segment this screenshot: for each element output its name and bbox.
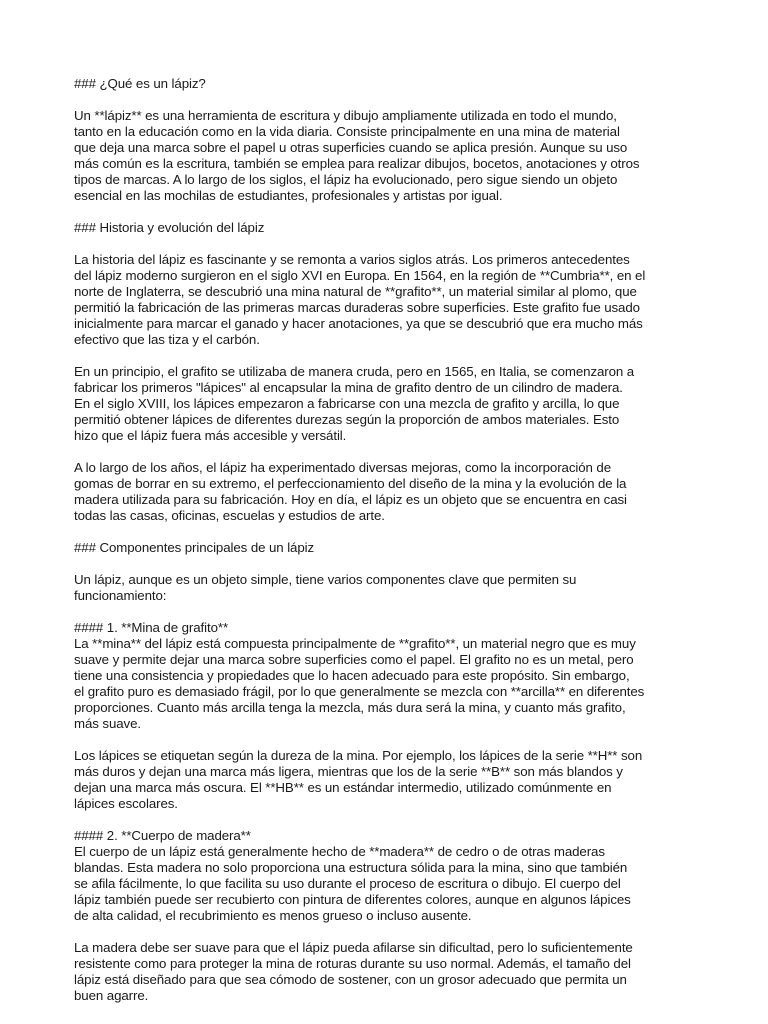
section-heading-que-es <box>74 76 702 92</box>
text-line: que deja una marca sobre el papel u otras superficies cuando se aplica presión. Aunque su uso <box>74 140 628 155</box>
text-line: ### Historia y evolución del lápiz <box>74 220 265 235</box>
text-line: resistente como para proteger la mina de roturas durante su uso normal. Además, el tamaño del <box>74 956 631 971</box>
text-line: funcionamiento: <box>74 588 167 603</box>
text-line: efectivo que las tiza y el carbón. <box>74 332 260 347</box>
text-line: lápiz también puede ser recubierto con pintura de diferentes colores, aunque en algunos lápices <box>74 892 631 907</box>
text-line: dejan una marca más oscura. El **HB** es un estándar intermedio, utilizado comúnmente en <box>74 780 612 795</box>
text-line: esencial en las mochilas de estudiantes, profesionales y artistas por igual. <box>74 188 503 203</box>
text-line: buen agarre. <box>74 988 149 1003</box>
subsection-mina-de-grafito <box>74 620 702 732</box>
text-line: Un lápiz, aunque es un objeto simple, tiene varios componentes clave que permiten su <box>74 572 577 587</box>
subsection-heading: #### 1. **Mina de grafito** <box>74 620 229 635</box>
text-line: La madera debe ser suave para que el lápiz pueda afilarse sin dificultad, pero lo suficientemente <box>74 940 633 955</box>
paragraph-historia-3 <box>74 460 702 524</box>
text-line: permitió obtener lápices de diferentes durezas según la proporción de ambos materiales. Esto <box>74 412 620 427</box>
text-line: En un principio, el grafito se utilizaba de manera cruda, pero en 1565, en Italia, se comenzaron a <box>74 364 635 379</box>
paragraph-historia-2 <box>74 364 702 444</box>
paragraph-dureza <box>74 748 702 812</box>
text-line: lápiz está diseñado para que sea cómodo de sostener, con un grosor adecuado que permita un <box>74 972 627 987</box>
text-line: de alta calidad, el recubrimiento es menos grueso o incluso ausente. <box>74 908 472 923</box>
subsection-cuerpo-de-madera <box>74 828 702 924</box>
text-line: ### Componentes principales de un lápiz <box>74 540 315 555</box>
text-line: La historia del lápiz es fascinante y se remonta a varios siglos atrás. Los primeros antecedentes <box>74 252 630 267</box>
text-line: lápices escolares. <box>74 796 178 811</box>
text-line: se afila fácilmente, lo que facilita su uso durante el proceso de escritura o dibujo. El cuerpo del <box>74 876 621 891</box>
text-line: del lápiz moderno surgieron en el siglo XVI en Europa. En 1564, en la región de **Cumbria**, en el <box>74 268 646 283</box>
text-line: todas las casas, oficinas, escuelas y estudios de arte. <box>74 508 385 523</box>
text-line: tipos de marcas. A lo largo de los siglos, el lápiz ha evolucionado, pero sigue siendo un objeto <box>74 172 618 187</box>
text-line: gomas de borrar en su extremo, el perfeccionamiento del diseño de la mina y la evolución de la <box>74 476 627 491</box>
text-line: tanto en la educación como en la vida diaria. Consiste principalmente en una mina de material <box>74 124 620 139</box>
paragraph-madera <box>74 940 702 1004</box>
text-line: suave y permite dejar una marca sobre superficies como el papel. El grafito no es un metal, pero <box>74 652 634 667</box>
paragraph-intro <box>74 108 702 204</box>
text-line: fabricar los primeros "lápices" al encapsular la mina de grafito dentro de un cilindro de madera. <box>74 380 623 395</box>
paragraph-historia-1 <box>74 252 702 348</box>
text-line: Un **lápiz** es una herramienta de escritura y dibujo ampliamente utilizada en todo el mundo, <box>74 108 617 123</box>
text-line: proporciones. Cuanto más arcilla tenga la mezcla, más dura será la mina, y cuanto más grafito, <box>74 700 626 715</box>
section-heading-historia <box>74 220 702 236</box>
text-line: La **mina** del lápiz está compuesta principalmente de **grafito**, un material negro que es muy <box>74 636 636 651</box>
paragraph-componentes-intro <box>74 572 702 604</box>
text-line: A lo largo de los años, el lápiz ha experimentado diversas mejoras, como la incorporación de <box>74 460 612 475</box>
text-line: hizo que el lápiz fuera más accesible y versátil. <box>74 428 347 443</box>
text-line: El cuerpo de un lápiz está generalmente hecho de **madera** de cedro o de otras maderas <box>74 844 605 859</box>
text-line: más duros y dejan una marca más ligera, mientras que los de la serie **B** son más blandos y <box>74 764 623 779</box>
text-line: Los lápices se etiquetan según la dureza de la mina. Por ejemplo, los lápices de la serie **H** son <box>74 748 643 763</box>
text-line: el grafito puro es demasiado frágil, por lo que generalmente se mezcla con **arcilla** en diferentes <box>74 684 645 699</box>
text-line: más suave. <box>74 716 141 731</box>
subsection-heading: #### 2. **Cuerpo de madera** <box>74 828 251 843</box>
text-line: madera utilizada para su fabricación. Hoy en día, el lápiz es un objeto que se encuentra en casi <box>74 492 627 507</box>
text-line: blandas. Esta madera no solo proporciona una estructura sólida para la mina, sino que también <box>74 860 628 875</box>
text-line: En el siglo XVIII, los lápices empezaron a fabricarse con una mezcla de grafito y arcilla, lo que <box>74 396 620 411</box>
text-line: tiene una consistencia y propiedades que lo hacen adecuado para este propósito. Sin embargo, <box>74 668 630 683</box>
text-line: ### ¿Qué es un lápiz? <box>74 76 206 91</box>
text-line: permitió la fabricación de las primeras marcas duraderas sobre superficies. Este grafito fue usado <box>74 300 640 315</box>
document-page <box>74 76 702 1004</box>
section-heading-componentes <box>74 540 702 556</box>
text-line: norte de Inglaterra, se descubrió una mina natural de **grafito**, un material similar al plomo, que <box>74 284 637 299</box>
text-line: más común es la escritura, también se emplea para realizar dibujos, bocetos, anotaciones y otros <box>74 156 640 171</box>
text-line: inicialmente para marcar el ganado y hacer anotaciones, ya que se descubrió que era mucho más <box>74 316 643 331</box>
